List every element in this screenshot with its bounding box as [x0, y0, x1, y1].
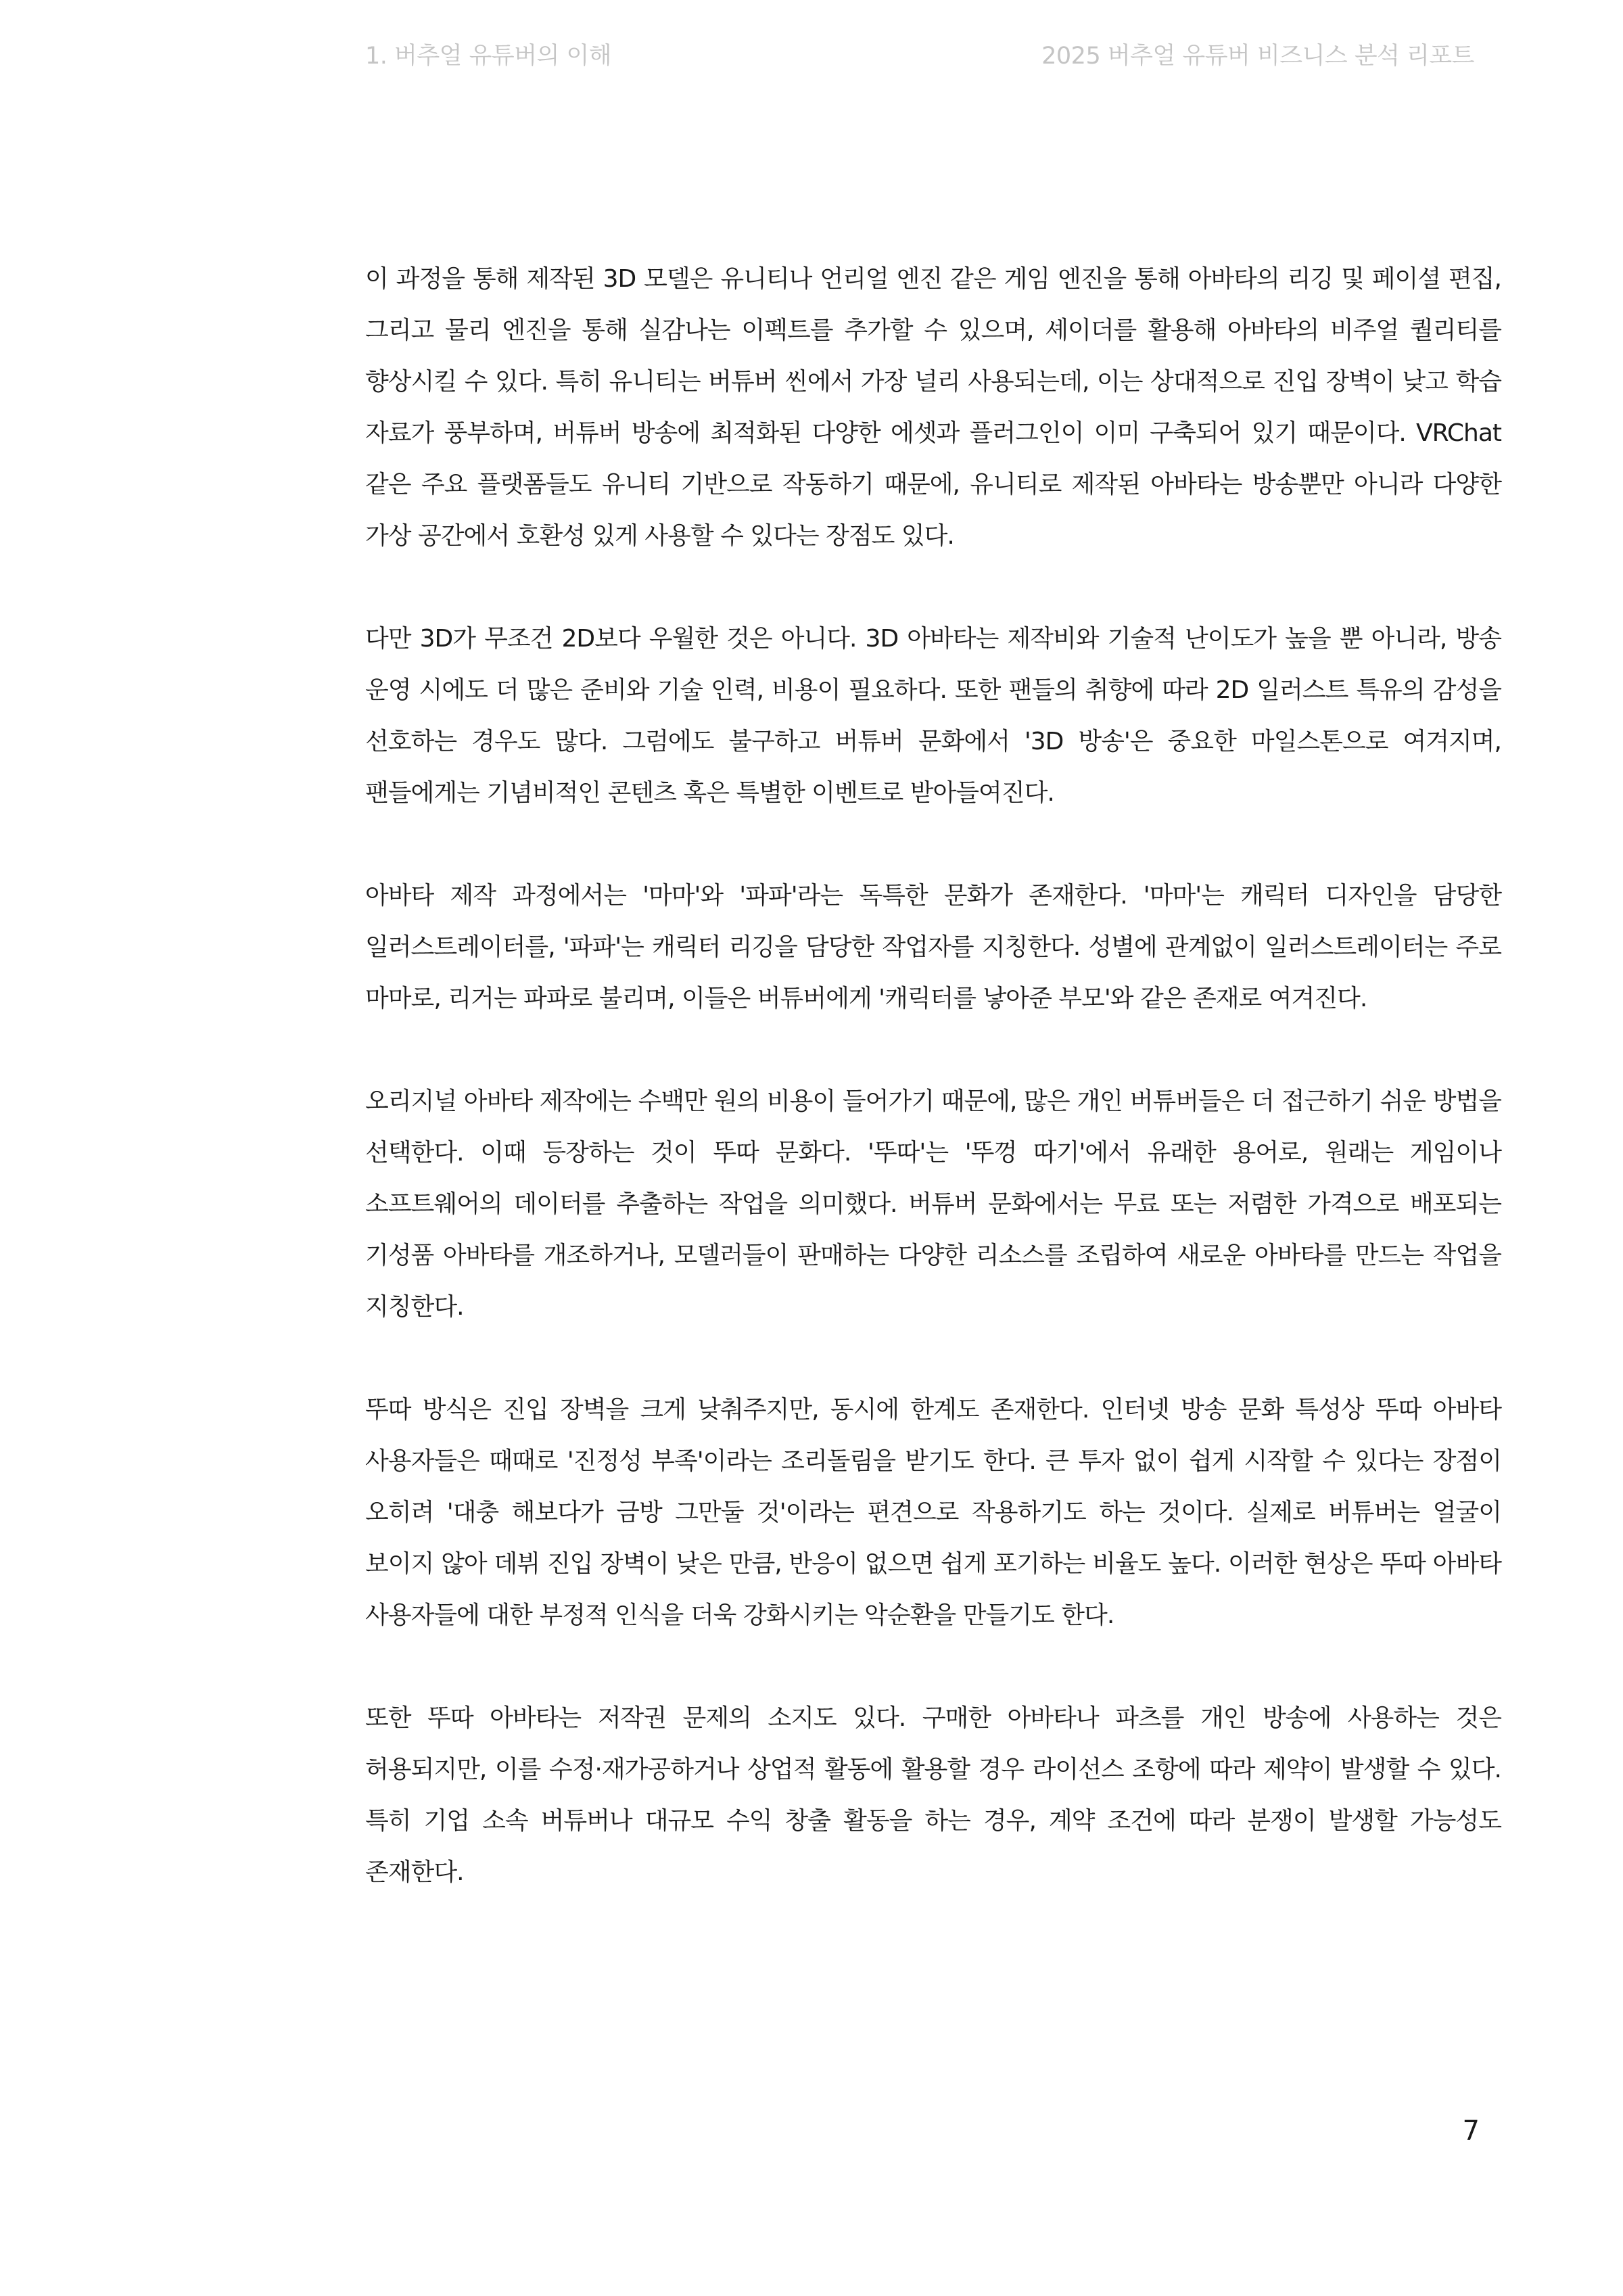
paragraph-3d-engines: 이 과정을 통해 제작된 3D 모델은 유니티나 언리얼 엔진 같은 게임 엔진을 통해 아바타의 리깅 및 페이셜 편집, 그리고 물리 엔진을 통해 실감나는 이펙트를 추가할 수 있으며, 셰이더를 활용해 아바타의 비주얼 퀄리티를 향상시킬 수 있다. 특히 유니티는 버튜버 씬에서 가장 널리 사용되는데, 이는 상대적으로 진입 장벽이 낮고 학습 자료가 풍부하며, 버튜버 방송에 최적화된 다양한 에셋과 플러그인이 이미 구축되어 있기 때문이다. VRChat 같은 주요 플랫폼들도 유니티 기반으로 작동하기 때문에, 유니티로 제작된 아바타는 방송뿐만 아니라 다양한 가상 공간에서 호환성 있게 사용할 수 있다는 장점도 있다. [365, 265, 1501, 550]
paragraph-3d-vs-2d: 다만 3D가 무조건 2D보다 우월한 것은 아니다. 3D 아바타는 제작비와 기술적 난이도가 높을 뿐 아니라, 방송 운영 시에도 더 많은 준비와 기술 인력, 비용이 필요하다. 또한 팬들의 취향에 따라 2D 일러스트 특유의 감성을 선호하는 경우도 많다. 그럼에도 불구하고 버튜버 문화에서 '3D 방송'은 중요한 마일스톤으로 여겨지며, 팬들에게는 기념비적인 콘텐츠 혹은 특별한 이벤트로 받아들여진다. [365, 625, 1501, 807]
paragraph-mama-papa: 아바타 제작 과정에서는 '마마'와 '파파'라는 독특한 문화가 존재한다. '마마'는 캐릭터 디자인을 담당한 일러스트레이터를, '파파'는 캐릭터 리깅을 담당한 작업자를 지칭한다. 성별에 관계없이 일러스트레이터는 주로 마마로, 리거는 파파로 불리며, 이들은 버튜버에게 '캐릭터를 낳아준 부모'와 같은 존재로 여겨진다. [365, 882, 1501, 1012]
paragraph-copyright: 또한 뚜따 아바타는 저작권 문제의 소지도 있다. 구매한 아바타나 파츠를 개인 방송에 사용하는 것은 허용되지만, 이를 수정·재가공하거나 상업적 활동에 활용할 경우 라이선스 조항에 따라 제약이 발생할 수 있다. 특히 기업 소속 버튜버나 대규모 수익 창출 활동을 하는 경우, 계약 조건에 따라 분쟁이 발생할 가능성도 존재한다. [365, 1704, 1501, 1886]
header-report-title: 2025 버추얼 유튜버 비즈니스 분석 리포트 [1041, 43, 1474, 70]
running-header [365, 37, 1474, 71]
page-number: 7 [1462, 2115, 1480, 2147]
body-text [365, 254, 1501, 1950]
header-section-title: 1. 버추얼 유튜버의 이해 [365, 43, 612, 70]
paragraph-ttutta-culture: 오리지널 아바타 제작에는 수백만 원의 비용이 들어가기 때문에, 많은 개인 버튜버들은 더 접근하기 쉬운 방법을 선택한다. 이때 등장하는 것이 뚜따 문화다. '뚜따'는 '뚜껑 따기'에서 유래한 용어로, 원래는 게임이나 소프트웨어의 데이터를 추출하는 작업을 의미했다. 버튜버 문화에서는 무료 또는 저렴한 가격으로 배포되는 기성품 아바타를 개조하거나, 모델러들이 판매하는 다양한 리소스를 조립하여 새로운 아바타를 만드는 작업을 지칭한다. [365, 1087, 1501, 1321]
paragraph-ttutta-limits: 뚜따 방식은 진입 장벽을 크게 낮춰주지만, 동시에 한계도 존재한다. 인터넷 방송 문화 특성상 뚜따 아바타 사용자들은 때때로 '진정성 부족'이라는 조리돌림을 받기도 한다. 큰 투자 없이 쉽게 시작할 수 있다는 장점이 오히려 '대충 해보다가 금방 그만둘 것'이라는 편견으로 작용하기도 하는 것이다. 실제로 버튜버는 얼굴이 보이지 않아 데뷔 진입 장벽이 낮은 만큼, 반응이 없으면 쉽게 포기하는 비율도 높다. 이러한 현상은 뚜따 아바타 사용자들에 대한 부정적 인식을 더욱 강화시키는 악순환을 만들기도 한다. [365, 1396, 1501, 1629]
